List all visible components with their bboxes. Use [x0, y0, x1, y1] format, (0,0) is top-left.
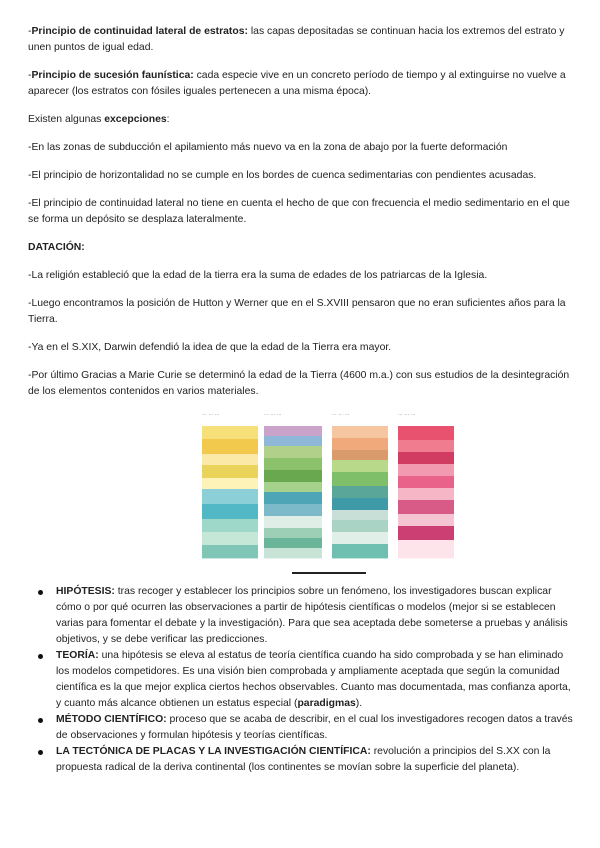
document-page — [28, 24, 576, 776]
timescale-column-paleozoic — [332, 426, 388, 558]
column-header-marks: ⋯ ⋯ ⋯ — [332, 412, 350, 418]
timescale-band — [202, 439, 258, 455]
timescale-band — [202, 489, 258, 505]
timescale-column-precambrian — [398, 426, 454, 558]
timescale-band — [332, 544, 388, 559]
list-item-metodo: MÉTODO CIENTÍFICO: proceso que se acaba de describir, en el cual los investigadores recogen datos a través de observaciones y formulan hipótesis y teorías científicas. — [52, 712, 576, 744]
term-continuidad: Principio de continuidad lateral de estratos: — [31, 26, 248, 37]
list-item-hipotesis: HIPÓTESIS: tras recoger y establecer los principios sobre un fenómeno, los investigadores buscan explicar cómo o por qué ocurren las observaciones a partir de hipótesis científicas o modelos (mejor si se establecen varias para fomentar el debate y la investigación). Para que sea aceptada debe someterse a pruebas y análisis objetivos, y se debe verificar las predicciones. — [52, 584, 576, 648]
timescale-band — [202, 532, 258, 546]
paragraph-sucesion: -Principio de sucesión faunística: cada especie vive en un concreto período de tiempo y al extinguirse no vuelve a aparecer (los estratos con fósiles iguales pertenecen a una misma época). — [28, 70, 566, 97]
column-header-marks: ⋯ ⋯ ⋯ — [264, 412, 282, 418]
term-excepciones: excepciones — [104, 114, 167, 125]
timescale-column-mesozoic — [264, 426, 322, 558]
timescale-band — [398, 500, 454, 515]
paragraph-hutton-werner: -Luego encontramos la posición de Hutton y Werner que en el S.XVIII pensaron que no eran suficientes años para la Tierra. — [28, 298, 566, 325]
column-header-marks: ⋯ ⋯ ⋯ — [398, 412, 416, 418]
paragraph-darwin: -Ya en el S.XIX, Darwin defendió la idea de que la edad de la Tierra era mayor. — [28, 342, 392, 353]
paragraph-continuidad: -Principio de continuidad lateral de estratos: las capas depositadas se continuan hacia los extremos del estrato y unen puntos de igual edad. — [28, 26, 565, 53]
timescale-band — [332, 472, 388, 487]
paragraph-subduccion: -En las zonas de subducción el apilamiento más nuevo va en la zona de abajo por la fuerte deformación — [28, 142, 508, 153]
timescale-band — [264, 548, 322, 559]
paragraph-continuidad-lateral: -El principio de continuidad lateral no tiene en cuenta el hecho de que con frecuencia el medio sedimentario en el que se forma un depósito se desplaza lateralmente. — [28, 198, 570, 225]
timescale-column-cenozoic — [202, 426, 258, 558]
list-item-tectonica: LA TECTÓNICA DE PLACAS Y LA INVESTIGACIÓN CIENTÍFICA: revolución a principios del S.XX con la propuesta radical de la deriva continental (los continentes se movían sobre la superficie del planeta). — [52, 744, 576, 776]
timescale-band — [202, 504, 258, 520]
timescale-band — [398, 526, 454, 541]
paragraph-curie: -Por último Gracias a Marie Curie se determinó la edad de la Tierra (4600 m.a.) con sus estudios de la desintegración de los elementos contenidos en varios materiales. — [28, 370, 570, 397]
column-header-marks: ⋯ ⋯ ⋯ — [202, 412, 220, 418]
paragraph-horizontalidad: -El principio de horizontalidad no se cumple en los bordes de cuenca sedimentarias con pendientes acusadas. — [28, 170, 537, 181]
figure-underline — [292, 572, 366, 574]
paragraph-excepciones: Existen algunas excepciones: — [28, 114, 170, 125]
timescale-band — [202, 426, 258, 440]
timescale-band — [398, 540, 454, 559]
list-item-teoria: TEORÍA: una hipótesis se eleva al estatus de teoría científica cuando ha sido comprobada y se han eliminado los modelos competidores. Es una visión bien comprobada y ampliamente aceptada que según la comunidad científica es la que mejor explica ciertos hechos observables. Cuanto mas documentada, mas confianza aporta, y cuanto más alcance obtienen un estatus especial (paradigmas). — [52, 648, 576, 712]
section-title-datacion: DATACIÓN: — [28, 242, 85, 253]
timescale-band — [202, 465, 258, 479]
paragraph-religion: -La religión estableció que la edad de la tierra era la suma de edades de los patriarcas de la Iglesia. — [28, 270, 488, 281]
concept-list — [28, 584, 576, 776]
timescale-band — [202, 545, 258, 559]
timescale-band — [202, 519, 258, 533]
term-sucesion: Principio de sucesión faunística: — [31, 70, 194, 81]
geologic-time-scale-figure — [200, 412, 456, 572]
timescale-band — [398, 426, 454, 441]
